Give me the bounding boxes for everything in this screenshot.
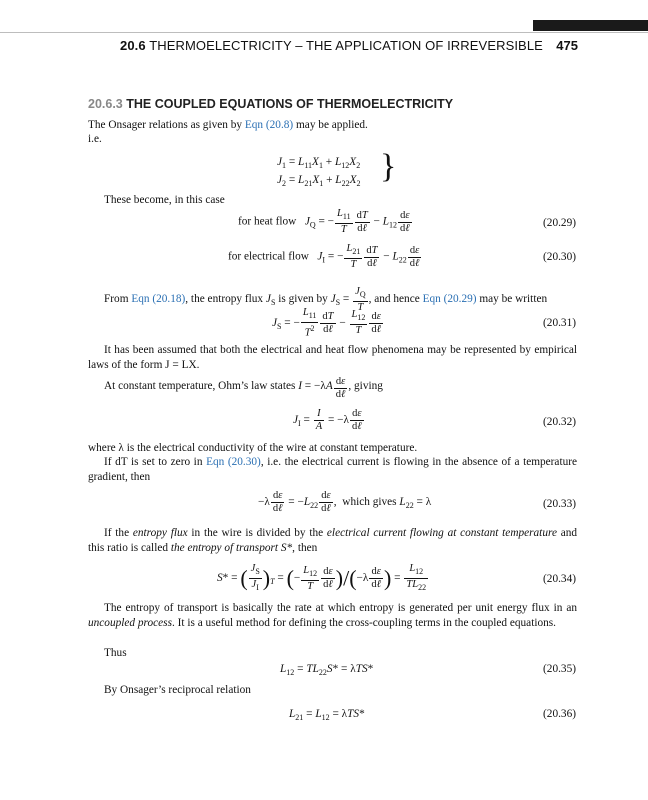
eqnum-20-29: (20.29) xyxy=(543,217,576,229)
p8-em2: electrical current flowing at constant temperature xyxy=(326,527,557,539)
equation-j1: $J_1 = L_{11}X_1 + L_{12}X_2$ xyxy=(277,156,361,170)
header-bar xyxy=(533,20,648,31)
p8-em3: the entropy of transport S* xyxy=(170,542,293,554)
p1-text-end: may be applied. xyxy=(296,119,368,131)
eqn-link-20-29[interactable]: Eqn (20.29) xyxy=(422,293,477,305)
p3-c: is given by xyxy=(278,293,328,305)
equation-20-35: $L_{12} = TL_{22}S* = \lambda TS*$ xyxy=(280,663,374,677)
paragraph-empirical-laws: It has been assumed that both the electrical and heat flow phenomena may be represented by empirical laws of the form J = LX. xyxy=(88,344,577,371)
paragraph-entropy-transport-def xyxy=(88,526,577,556)
p8-b: in the wire is divided by the xyxy=(191,527,324,539)
subsection-heading xyxy=(88,97,453,111)
equation-20-29: for heat flow $J_Q$ = − $\frac{L_{11}}{T}$ $\frac{dT}{\text{dℓ}}$ − $L_{12}$ $\frac{d\varepsilon}{\text{dℓ}}$ xyxy=(238,208,410,235)
these-become-text: These become, in this case xyxy=(104,194,225,206)
equation-20-30: for electrical flow $J_I$ = − $\frac{L_{21}}{T}$ $\frac{dT}{\text{dℓ}}$ − $L_{22}$ $\frac{d\varepsilon}{\text{dℓ}}$ xyxy=(228,243,420,270)
p7-a: If dT is set to zero in xyxy=(104,456,203,468)
p9-em: uncoupled process xyxy=(88,617,172,629)
paragraph-onsager xyxy=(88,118,368,132)
p8-d: , then xyxy=(292,542,318,554)
p1-text: The Onsager relations as given by xyxy=(88,119,243,131)
p8-a: If the xyxy=(104,527,130,539)
eqnum-20-35: (20.35) xyxy=(543,663,576,675)
equation-20-36: $L_{21} = L_{12} = \lambda TS*$ xyxy=(289,708,365,722)
paragraph-ohms-law: At constant temperature, Ohm’s law states I = −λA $\frac{d\varepsilon}{\text{dℓ}}$ , giving xyxy=(104,376,383,400)
eqnum-20-30: (20.30) xyxy=(543,251,576,263)
p3-a: From xyxy=(104,293,129,305)
p5-a: At constant temperature, Ohm’s law states xyxy=(104,380,296,392)
eqnum-20-36: (20.36) xyxy=(543,708,576,720)
eqnum-20-33: (20.33) xyxy=(543,498,576,510)
equation-20-34: S* = ( $\frac{J_S}{J_I}$ )$_T$ = (− $\frac{L_{12}}{T}$ $\frac{d\varepsilon}{\text{dℓ}}$ )/(−λ $\frac{d\varepsilon}{\text{dℓ}}$ ) = $\frac{L_{12}}{TL_{22}}$ xyxy=(217,563,427,592)
which-gives: which gives xyxy=(342,496,397,509)
p7-b: , i.e. the electrical current is flowing in the absence of a temperature gradient, then xyxy=(88,456,578,483)
eqnum-20-32: (20.32) xyxy=(543,416,576,428)
p8-em1: entropy flux xyxy=(132,527,188,539)
paragraph-entropy-flux: From Eqn (20.18), the entropy flux $J_S$ is given by $J_S$ = $\frac{J_Q}{T}$ , and hence Eqn (20.29) may be written xyxy=(104,286,548,313)
eqn-link-20-8[interactable]: Eqn (20.8) xyxy=(244,119,294,131)
equation-20-32: $J_I$ = $\frac{I}{A}$ = −λ $\frac{d\varepsilon}{\text{dℓ}}$ xyxy=(293,408,362,432)
p8-c: and this ratio is called xyxy=(88,527,578,554)
section-number: 20.6 xyxy=(120,38,146,53)
p5-b: giving xyxy=(354,380,383,392)
p9-b: . It is a useful method for defining the cross-coupling terms in the coupled equations. xyxy=(171,617,556,629)
heat-flow-label: for heat flow xyxy=(238,215,297,228)
eqnum-20-31: (20.31) xyxy=(543,317,576,329)
brace: } xyxy=(380,148,397,185)
p3-b: , the entropy flux xyxy=(185,293,264,305)
ie-text: i.e. xyxy=(88,133,102,145)
p3-e: may be written xyxy=(479,293,548,305)
eqn-link-20-18[interactable]: Eqn (20.18) xyxy=(131,293,186,305)
paragraph-conductivity: where λ is the electrical conductivity of the wire at constant temperature. xyxy=(88,442,418,454)
eqnum-20-34: (20.34) xyxy=(543,573,576,585)
paragraph-entropy-transport xyxy=(88,601,577,631)
running-head xyxy=(120,38,578,53)
subsection-title: THE COUPLED EQUATIONS OF THERMOELECTRICITY xyxy=(126,97,454,111)
p9-a: The entropy of transport is basically the rate at which entropy is generated per unit energy flux in an xyxy=(104,602,577,614)
paragraph-reciprocal: By Onsager’s reciprocal relation xyxy=(104,684,251,696)
p3-d: and hence xyxy=(374,293,420,305)
section-title: THERMOELECTRICITY – THE APPLICATION OF IRREVERSIBLE xyxy=(149,38,543,53)
page-number: 475 xyxy=(556,38,578,53)
equation-20-33: −λ $\frac{d\varepsilon}{\text{dℓ}}$ = $-L_{22}$ $\frac{d\varepsilon}{\text{dℓ}}$ , which gives $L_{22} = \lambda$ xyxy=(258,490,432,514)
thus-text: Thus xyxy=(104,647,127,659)
header-rule xyxy=(0,32,648,33)
subsection-number: 20.6.3 xyxy=(88,97,123,111)
equation-j2: $J_2 = L_{21}X_1 + L_{22}X_2$ xyxy=(277,174,361,188)
paragraph-dt-zero xyxy=(88,455,577,485)
equation-20-31: $J_S$ = − $\frac{L_{11}}{T^2}$ $\frac{dT}{\text{dℓ}}$ − $\frac{L_{12}}{T}$ $\frac{d\varepsilon}{\text{dℓ}}$ xyxy=(272,307,381,339)
eqn-link-20-30[interactable]: Eqn (20.30) xyxy=(206,456,261,468)
elec-flow-label: for electrical flow xyxy=(228,250,309,263)
